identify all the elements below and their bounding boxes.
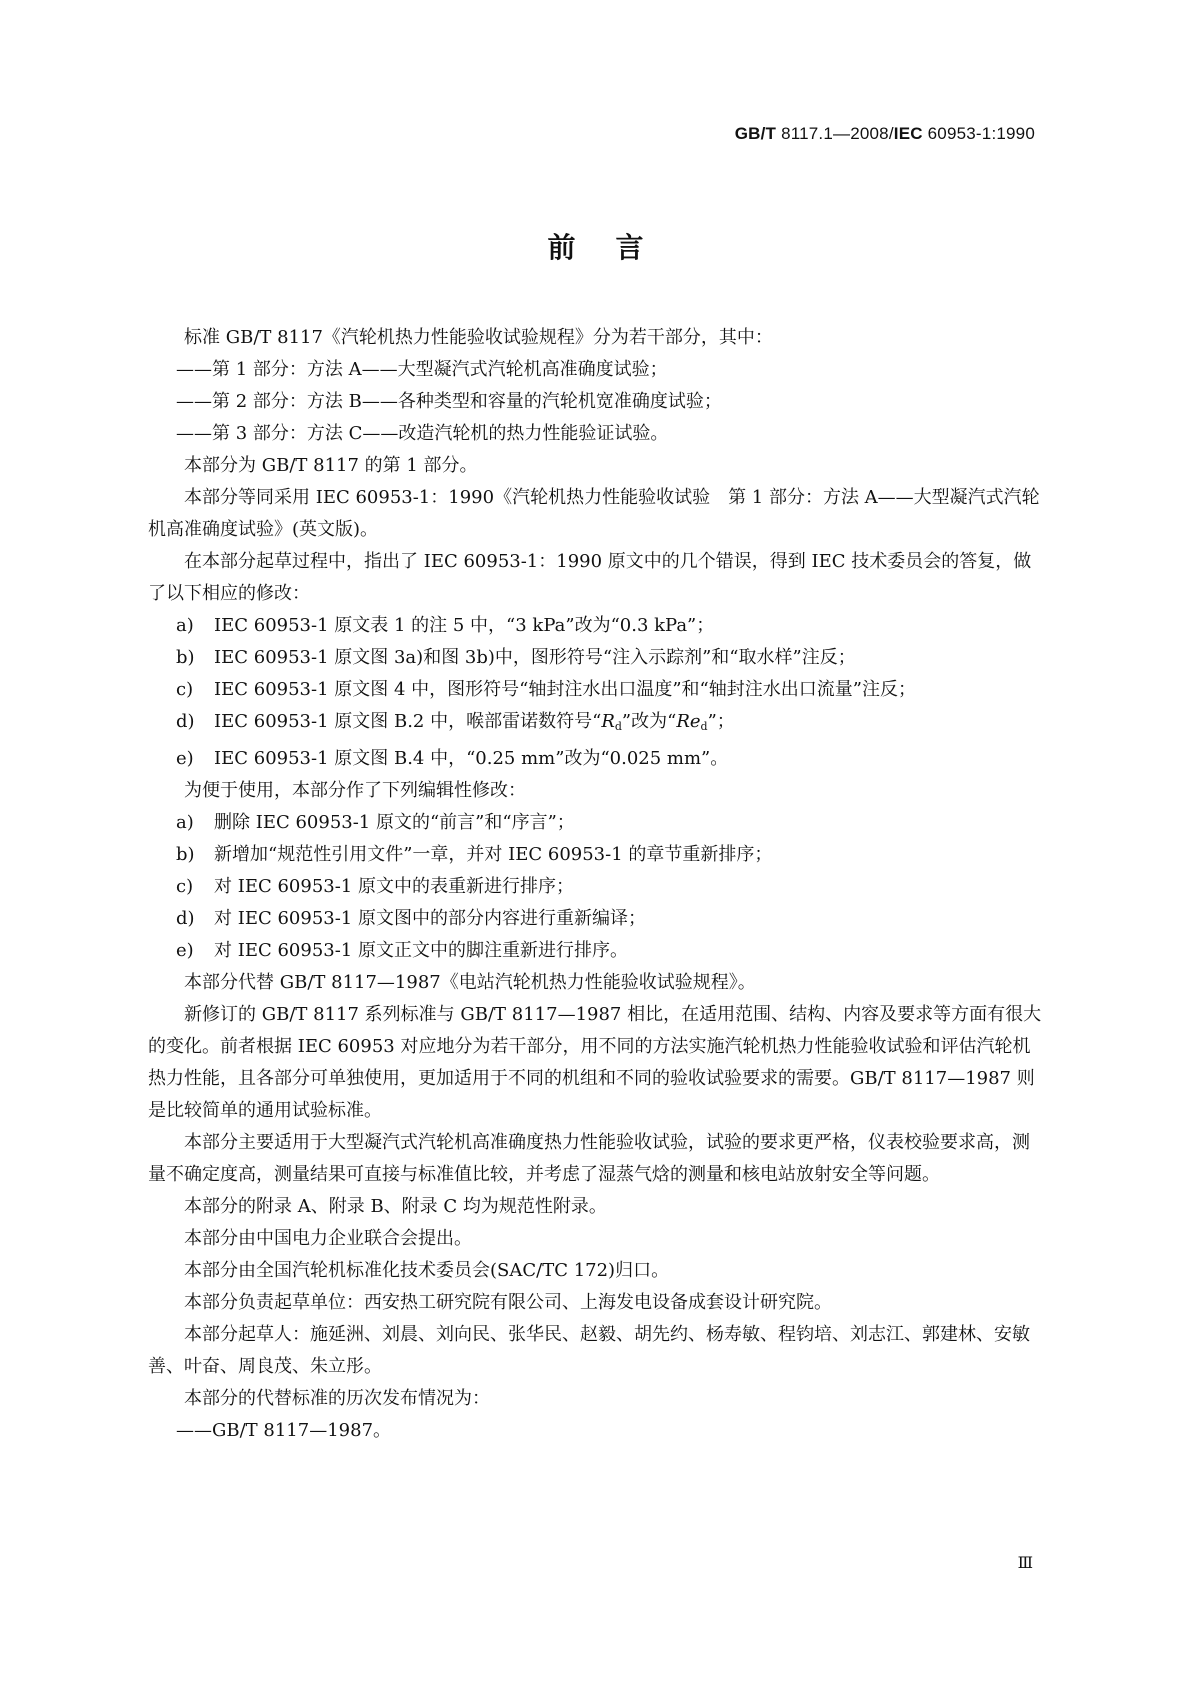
std-number: 8117.1—2008/ [781,124,894,143]
editorial-item [148,871,1046,903]
editorial-text: 删除 IEC 60953-1 原文的“前言”和“序言”； [214,812,575,833]
editorial-text: 新增加“规范性引用文件”一章，并对 IEC 60953-1 的章节重新排序； [214,844,773,865]
text-segment: IEC 60953-1 原文图 B.2 中，喉部雷诺数符号“ [214,711,602,732]
correction-item [148,642,1046,674]
paragraph: 本部分主要适用于大型凝汽式汽轮机高准确度热力性能验收试验，试验的要求更严格，仪表校验要求高，测量不确定度高，测量结果可直接与标准值比较，并考虑了湿蒸气焓的测量和核电站放射安全等问题。 [148,1132,1030,1185]
editorial-item [148,807,1046,839]
page-number: Ⅲ [1017,1553,1033,1572]
editorial-item [148,903,1046,935]
correction-item [148,674,1046,706]
editorial-lead: 为便于使用，本部分作了下列编辑性修改： [184,780,526,801]
std-code: GB/T [734,124,777,143]
text-segment: ”改为“ [621,711,677,732]
editorial-text: 对 IEC 60953-1 原文中的表重新进行排序； [214,876,574,897]
editorial-text: 对 IEC 60953-1 原文正文中的脚注重新进行排序。 [214,940,628,961]
subscript: d [614,720,622,733]
symbol: R [601,711,615,732]
paragraph: 本部分的代替标准的历次发布情况为： [184,1388,490,1409]
list-marker: c) [176,679,194,700]
part-item: ——第 1 部分：方法 A——大型凝汽式汽轮机高准确度试验； [176,359,668,380]
symbol: Re [676,711,701,732]
correction-item [148,743,1046,775]
correction-text: IEC 60953-1 原文图 4 中，图形符号“轴封注水出口温度”和“轴封注水出口流量”注反； [214,679,916,700]
adoption-paragraph: 本部分等同采用 IEC 60953-1：1990《汽轮机热力性能验收试验 第 1 部分：方法 A——大型凝汽式汽轮机高准确度试验》(英文版)。 [148,487,1040,540]
this-part-paragraph: 本部分为 GB/T 8117 的第 1 部分。 [184,455,478,476]
part-item: ——第 2 部分：方法 B——各种类型和容量的汽轮机宽准确度试验； [176,391,722,412]
iec-number: 60953-1:1990 [927,124,1035,143]
list-marker: d) [176,711,195,732]
list-marker: a) [176,812,194,833]
list-marker: b) [176,647,195,668]
list-marker: d) [176,908,195,929]
corrections-lead: 在本部分起草过程中，指出了 IEC 60953-1：1990 原文中的几个错误，得到 IEC 技术委员会的答复，做了以下相应的修改： [148,551,1032,604]
list-marker: b) [176,844,195,865]
standard-header [735,124,1035,144]
editorial-item [148,935,1046,967]
editorial-item [148,839,1046,871]
paragraph: 新修订的 GB/T 8117 系列标准与 GB/T 8117—1987 相比，在适用范围、结构、内容及要求等方面有很大的变化。前者根据 IEC 60953 对应地分为若干部分，用不同的方法实施汽轮机热力性能验收试验和评估汽轮机热力性能，且各部分可单独使用，更加适用于不同的机组和不同的验收试验要求的需要。GB/T 8117—1987 则是比较简单的通用试验标准。 [148,1004,1042,1121]
correction-item [148,706,1046,743]
correction-item [148,610,1046,642]
intro-lead: 标准 GB/T 8117《汽轮机热力性能验收试验规程》分为若干部分，其中： [184,327,773,348]
page-title: 前言 [547,231,684,264]
text-segment: ”； [707,711,735,732]
paragraph: 本部分由中国电力企业联合会提出。 [184,1228,472,1249]
list-marker: e) [176,748,194,769]
subscript: d [700,720,708,733]
correction-text [214,706,735,743]
list-marker: a) [176,615,194,636]
paragraph: 本部分负责起草单位：西安热工研究院有限公司、上海发电设备成套设计研究院。 [184,1292,832,1313]
document-body [148,322,1046,1447]
history-item: ——GB/T 8117—1987。 [176,1420,392,1441]
correction-text: IEC 60953-1 原文表 1 的注 5 中，“3 kPa”改为“0.3 kPa”； [214,615,715,636]
list-marker: e) [176,940,194,961]
correction-text: IEC 60953-1 原文图 3a)和图 3b)中，图形符号“注入示踪剂”和“取水样”注反； [214,647,856,668]
correction-text: IEC 60953-1 原文图 B.4 中，“0.25 mm”改为“0.025 mm”。 [214,748,729,769]
paragraph: 本部分的附录 A、附录 B、附录 C 均为规范性附录。 [184,1196,607,1217]
part-item: ——第 3 部分：方法 C——改造汽轮机的热力性能验证试验。 [176,423,669,444]
paragraph: 本部分代替 GB/T 8117—1987《电站汽轮机热力性能验收试验规程》。 [184,972,756,993]
list-marker: c) [176,876,194,897]
editorial-text: 对 IEC 60953-1 原文图中的部分内容进行重新编译； [214,908,646,929]
paragraph: 本部分由全国汽轮机标准化技术委员会(SAC/TC 172)归口。 [184,1260,670,1281]
iec-code: IEC [893,124,923,143]
paragraph: 本部分起草人：施延洲、刘晨、刘向民、张华民、赵毅、胡先约、杨寿敏、程钧培、刘志江、郭建林、安敏善、叶奋、周良茂、朱立彤。 [148,1324,1030,1377]
